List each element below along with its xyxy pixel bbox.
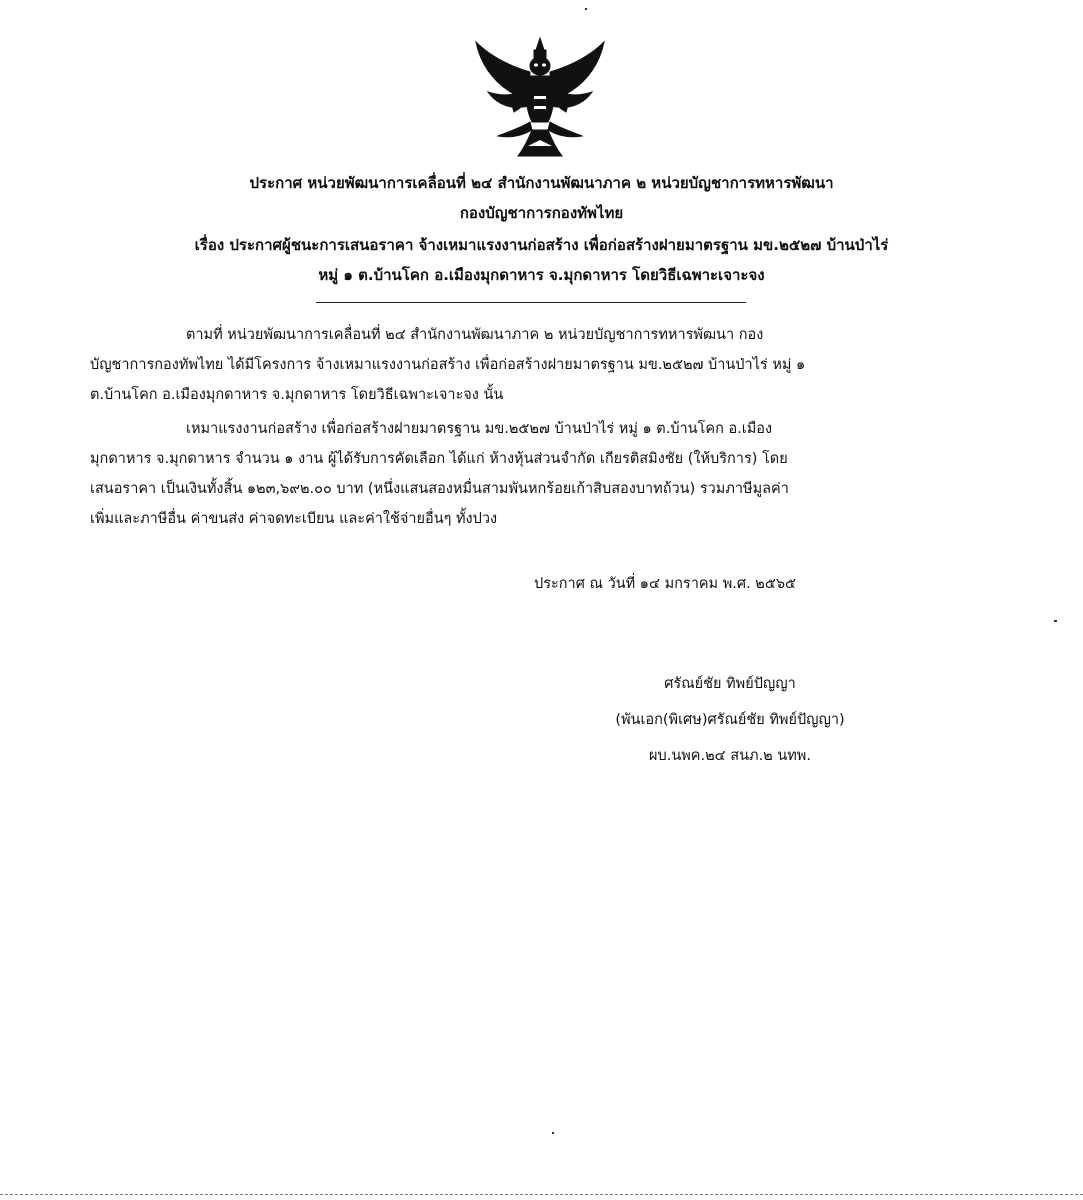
paragraph-line: เพิ่มและภาษีอื่น ค่าขนส่ง ค่าจดทะเบียน และค่าใช้จ่ายอื่นๆ ทั้งปวง <box>90 511 498 527</box>
announcement-subject-line-1: เรื่อง ประกาศผู้ชนะการเสนอราคา จ้างเหมาแรงงานก่อสร้าง เพื่อก่อสร้างฝายมาตรฐาน มข.๒๕๒๗ บ้านป่าไร่ <box>194 236 889 254</box>
scan-speck <box>552 1132 554 1134</box>
signatory-position: ผบ.นพค.๒๔ สนภ.๒ นทพ. <box>649 748 811 764</box>
announcement-subject-line-2: หมู่ ๑ ต.บ้านโคก อ.เมืองมุกดาหาร จ.มุกดาหาร โดยวิธีเฉพาะเจาะจง <box>318 266 765 284</box>
scan-speck <box>1054 620 1057 622</box>
scan-speck <box>585 8 587 10</box>
body-paragraph-2 <box>90 414 970 534</box>
announcement-title-line-2: กองบัญชาการกองทัพไทย <box>459 204 624 222</box>
announcement-date: ประกาศ ณ วันที่ ๑๔ มกราคม พ.ศ. ๒๕๖๕ <box>534 576 797 592</box>
paragraph-line: มุกดาหาร จ.มุกดาหาร จำนวน ๑ งาน ผู้ได้รับการคัดเลือก ได้แก่ ห้างหุ้นส่วนจำกัด เกียรติสมิงชัย (ให้บริการ) โดย <box>90 451 788 467</box>
signature-block <box>560 666 900 774</box>
body-paragraph-1 <box>90 320 970 410</box>
scan-edge-line <box>0 1194 1083 1195</box>
signatory-full-name: (พันเอก(พิเศษ)ศรัณย์ชัย ทิพย์ปัญญา) <box>615 712 845 728</box>
paragraph-line: เหมาแรงงานก่อสร้าง เพื่อก่อสร้างฝายมาตรฐาน มข.๒๕๒๗ บ้านป่าไร่ หมู่ ๑ ต.บ้านโคก อ.เมือง <box>186 421 773 437</box>
signature-name: ศรัณย์ชัย ทิพย์ปัญญา <box>664 676 796 692</box>
announcement-title-line-1: ประกาศ หน่วยพัฒนาการเคลื่อนที่ ๒๔ สำนักงานพัฒนาภาค ๒ หน่วยบัญชาการทหารพัฒนา <box>249 174 834 192</box>
paragraph-line: ต.บ้านโคก อ.เมืองมุกดาหาร จ.มุกดาหาร โดยวิธีเฉพาะเจาะจง นั้น <box>90 387 504 403</box>
title-divider <box>316 302 746 303</box>
paragraph-line: เสนอราคา เป็นเงินทั้งสิ้น ๑๒๓,๖๙๒.๐๐ บาท (หนึ่งแสนสองหมื่นสามพันหกร้อยเก้าสิบสองบาทถ้วน) รวมภาษีมูลค่า <box>90 481 789 497</box>
garuda-emblem-icon <box>470 36 610 158</box>
paragraph-line: ตามที่ หน่วยพัฒนาการเคลื่อนที่ ๒๔ สำนักงานพัฒนาภาค ๒ หน่วยบัญชาการทหารพัฒนา กอง <box>186 327 764 343</box>
paragraph-line: บัญชาการกองทัพไทย ได้มีโครงการ จ้างเหมาแรงงานก่อสร้าง เพื่อก่อสร้างฝายมาตรฐาน มข.๒๕๒๗ บ้านป่าไร่ หมู่ ๑ <box>90 357 806 373</box>
